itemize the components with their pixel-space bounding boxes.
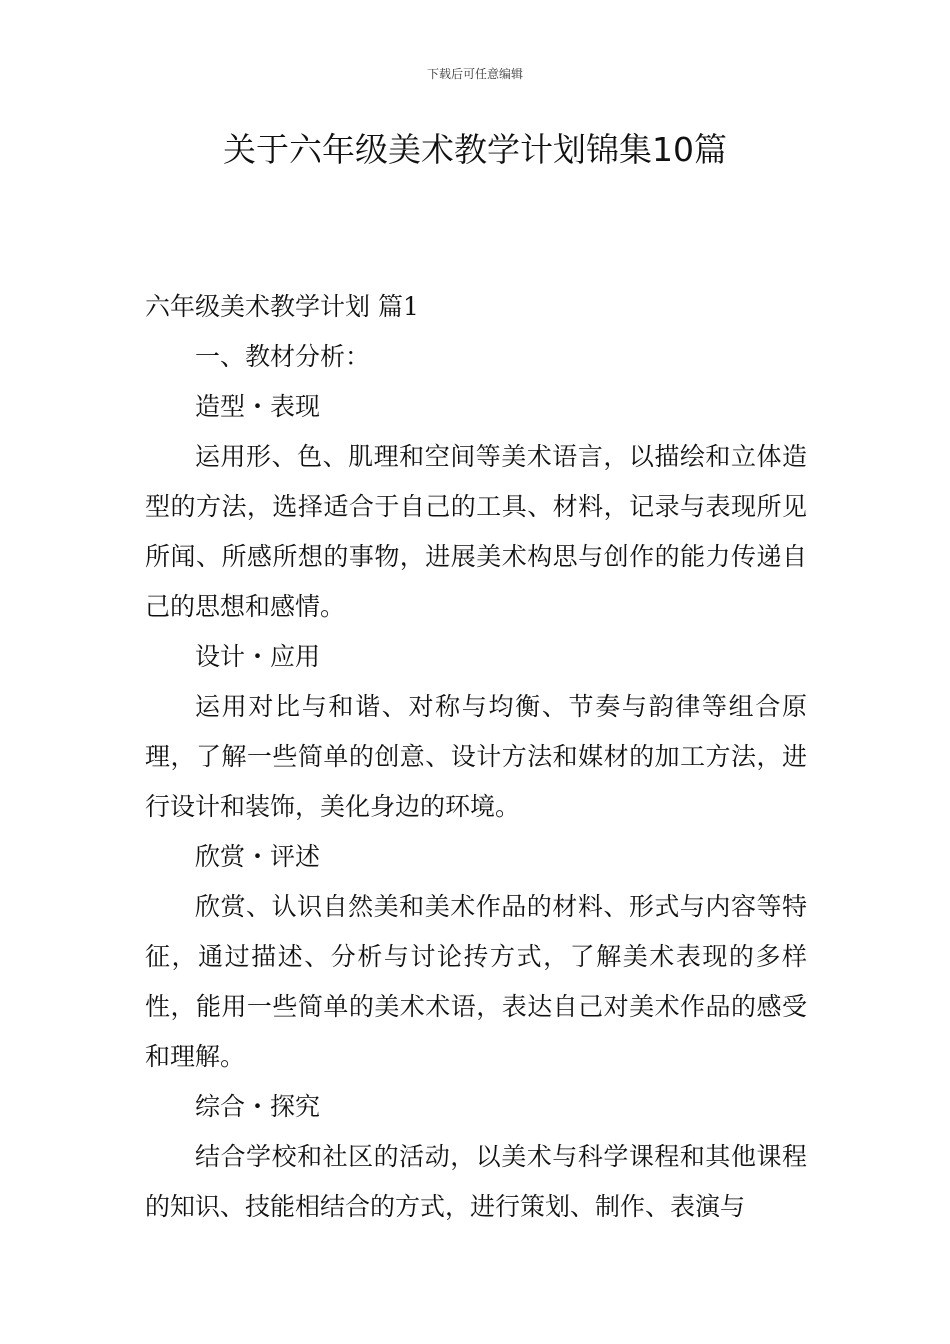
document-title: 关于六年级美术教学计划锦集10篇 — [223, 130, 727, 169]
subheading-synthesis: 综合・探究 — [195, 1092, 321, 1121]
paragraph-design: 运用对比与和谐、对称与均衡、节奏与韵律等组合原理，了解一些简单的创意、设计方法和媒材的加工方法，进行设计和装饰，美化身边的环境。 — [145, 692, 807, 821]
subheading-design: 设计・应用 — [195, 642, 321, 671]
header-note: 下载后可任意编辑 — [426, 67, 523, 81]
subheading-modeling: 造型・表现 — [195, 392, 321, 421]
paragraph-appreciation: 欣赏、认识自然美和美术作品的材料、形式与内容等特征，通过描述、分析与讨论抟方式，了解美术表现的多样性，能用一些简单的美术术语，表达自己对美术作品的感受和理解。 — [145, 892, 807, 1071]
section-heading: 六年级美术教学计划 篇1 — [145, 292, 419, 321]
outline-heading: 一、教材分析： — [195, 342, 371, 371]
subheading-appreciation: 欣赏・评述 — [195, 842, 321, 871]
paragraph-modeling: 运用形、色、肌理和空间等美术语言，以描绘和立体造型的方法，选择适合于自己的工具、材料，记录与表现所见所闻、所感所想的事物，进展美术构思与创作的能力传递自己的思想和感情。 — [145, 442, 807, 621]
paragraph-synthesis: 结合学校和社区的活动，以美术与科学课程和其他课程的知识、技能相结合的方式，进行策划、制作、表演与 — [145, 1142, 807, 1221]
document-body — [145, 282, 807, 1232]
